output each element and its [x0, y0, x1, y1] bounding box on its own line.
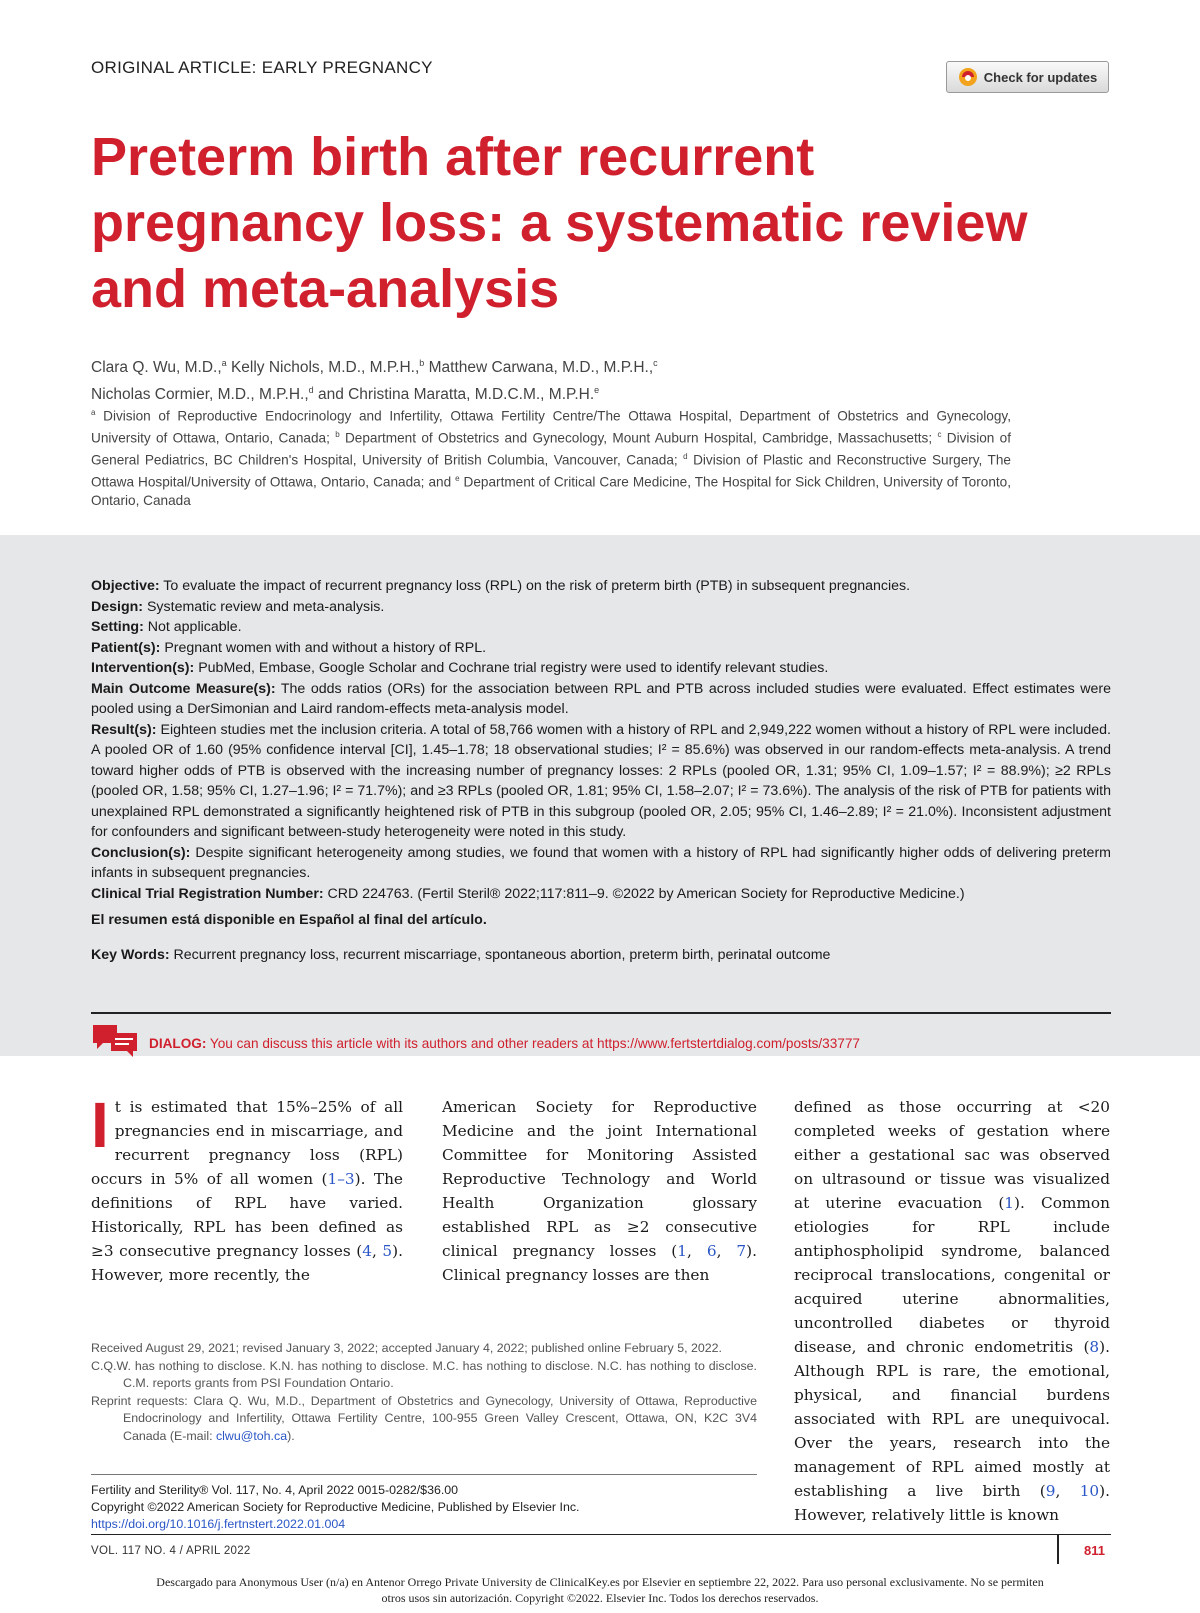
citation-link[interactable]: 9	[1045, 1482, 1056, 1500]
citation-link[interactable]: 8	[1089, 1338, 1100, 1356]
notes-divider	[91, 1474, 757, 1475]
abstract-result	[91, 720, 1111, 843]
body-text: American Society for Reproductive Medicine and the joint International Committee for Monitoring Assisted Reproductive Technology and World Health Organization glossary established RPL as ≥2 consecutive clinical pregnancy losses (	[442, 1098, 757, 1260]
dialog-text: You can discuss this article with its authors and other readers at https://www.fertstertdialog.com/posts/33777	[206, 1036, 860, 1051]
citation-link[interactable]: 1	[677, 1242, 687, 1260]
affiliation-marker: e	[455, 474, 460, 484]
affiliation-marker: d	[683, 452, 688, 462]
citation-link[interactable]: 4	[362, 1242, 372, 1260]
affiliation-marker: a	[221, 358, 227, 368]
section-label: ORIGINAL ARTICLE: EARLY PREGNANCY	[91, 58, 433, 77]
abstract-label: Patient(s):	[91, 639, 161, 656]
drop-cap: I	[91, 1089, 109, 1161]
abstract-trial-registration	[91, 884, 1111, 905]
footer-volume: VOL. 117 NO. 4 / APRIL 2022	[91, 1545, 251, 1557]
abstract-label: Setting:	[91, 619, 144, 635]
body-text: ,	[1055, 1482, 1080, 1500]
abstract-text: Despite significant heterogeneity among studies, we found that women with a history of RPL had significantly higher odds of delivering preterm infants in subsequent pregnancies.	[91, 844, 1111, 881]
journal-citation: Fertility and Sterility® Vol. 117, No. 4, April 2022 0015-0282/$36.00	[91, 1483, 459, 1497]
journal-info	[91, 1482, 757, 1533]
abstract-text: Not applicable.	[143, 619, 242, 635]
body-text: ). Although RPL is rare, the emotional, physical, and financial burdens associated with RPL are unequivocal. Over the years, research into the management of RPL aimed mostly at establishing a live birth (	[794, 1338, 1110, 1500]
abstract-label: Design:	[91, 598, 144, 615]
affiliation-marker: a	[91, 408, 96, 417]
abstract-label: Objective:	[91, 578, 160, 594]
keywords	[91, 945, 1111, 966]
citation-link[interactable]: 5	[382, 1242, 393, 1260]
author-name: Matthew Carwana, M.D., M.P.H.,	[424, 359, 654, 377]
abstract-text: PubMed, Embase, Google Scholar and Cochrane trial registry were used to identify relevant studies.	[194, 660, 829, 676]
body-text: ,	[687, 1242, 707, 1260]
reprint-text: Reprint requests: Clara Q. Wu, M.D., Department of Obstetrics and Gynecology, University of Ottawa, Reproductive Endocrinology and Infertility, Ottawa Fertility Centre, 100-955 Green Valley Crescent, Ottawa, ON, K2C 3V4 Canada (E-mail:	[91, 1393, 757, 1443]
affiliation-text: Division of Reproductive Endocrinology and Infertility, Ottawa Fertility Centre/The Ottawa Hospital, Department of Obstetrics and Gynecology, University of Ottawa, Ontario, Canada;	[91, 408, 1011, 446]
page-number: 811	[1084, 1543, 1105, 1558]
abstract-text: CRD 224763. (Fertil Steril® 2022;117:811–9. ©2022 by American Society for Reproductive Medicine.)	[323, 885, 965, 902]
body-text: ). Common etiologies for RPL include antiphospholipid syndrome, balanced reciprocal translocations, congenital or acquired uterine abnormalities, uncontrolled diabetes or thyroid disease, and chronic endometritis (	[794, 1194, 1110, 1356]
abstract-setting	[91, 617, 1111, 638]
footer-separator	[1057, 1534, 1059, 1564]
check-for-updates-button[interactable]	[946, 61, 1109, 93]
spanish-abstract-note: El resumen está disponible en Español al final del artículo.	[91, 912, 487, 928]
body-column-2	[442, 1095, 757, 1287]
abstract-label: Conclusion(s):	[91, 844, 191, 861]
abstract-label: Result(s):	[91, 721, 157, 738]
affiliation-marker: c	[937, 430, 942, 440]
abstract-patients	[91, 638, 1111, 659]
author-name: Kelly Nichols, M.D., M.P.H.,	[226, 359, 420, 377]
reprint-requests	[91, 1393, 757, 1446]
body-text: ,	[371, 1242, 383, 1260]
body-text: ). The definitions of RPL have varied. Historically, RPL has been defined as ≥3 consecutive pregnancy losses (	[91, 1170, 403, 1260]
body-text: ). However, relatively little is known	[794, 1482, 1110, 1524]
affiliations	[91, 404, 1011, 511]
abstract-objective	[91, 576, 1111, 597]
chat-bubbles-icon	[91, 1023, 139, 1064]
body-column-1	[91, 1089, 403, 1287]
download-notice: Descargado para Anonymous User (n/a) en Antenor Orrego Private University de ClinicalKey.es por Elsevier en septiembre 22, 2022. Para uso personal exclusivamente. No se permiten otros usos sin autorización. Copyright ©2022. Elsevier Inc. Todos los derechos reservados.	[156, 1575, 1044, 1605]
affiliation-text: Division of General Pediatrics, BC Children's Hospital, University of British Columbia, Vancouver, Canada;	[91, 430, 1012, 468]
affiliation-marker: c	[653, 358, 658, 368]
affiliation-marker: b	[335, 430, 340, 440]
abstract-label: Clinical Trial Registration Number:	[91, 885, 324, 902]
author-list	[91, 352, 1091, 406]
body-paragraph	[91, 1089, 403, 1287]
check-for-updates-label: Check for updates	[983, 69, 1098, 85]
received-dates: Received August 29, 2021; revised January 3, 2022; accepted January 4, 2022; published online February 5, 2022.	[91, 1341, 722, 1355]
affiliation-text: Department of Critical Care Medicine, The Hospital for Sick Children, University of Toronto, Ontario, Canada	[91, 474, 1011, 509]
body-paragraph	[794, 1095, 1110, 1527]
citation-link[interactable]: 10	[1079, 1482, 1100, 1500]
abstract-text: Pregnant women with and without a history of RPL.	[160, 639, 487, 656]
citation-link[interactable]: 1	[1004, 1194, 1015, 1212]
reprint-text: ).	[287, 1428, 295, 1443]
abstract-intervention	[91, 658, 1111, 679]
body-text: ). However, more recently, the	[91, 1242, 403, 1284]
abstract-text: The odds ratios (ORs) for the association between RPL and PTB across included studies were evaluated. Effect estimates were pooled using a DerSimonian and Laird random-effects meta-analysis model.	[91, 680, 1112, 717]
article-title: Preterm birth after recurrent pregnancy loss: a systematic review and meta-analysis	[91, 127, 1028, 319]
body-text: ,	[716, 1242, 737, 1260]
affiliation-marker: e	[594, 385, 600, 396]
body-text: t is estimated that 15%–25% of all pregnancies end in miscarriage, and recurrent pregnancy loss (RPL) occurs in 5% of all women (	[91, 1098, 403, 1188]
abstract-label: Intervention(s):	[91, 660, 195, 676]
affiliation-text: Department of Obstetrics and Gynecology, Mount Auburn Hospital, Cambridge, Massachusetts;	[339, 430, 938, 446]
abstract-outcome	[91, 679, 1111, 720]
citation-link[interactable]: 6	[706, 1242, 717, 1260]
abstract-text: Systematic review and meta-analysis.	[143, 598, 385, 615]
body-text: defined as those occurring at <20 completed weeks of gestation where either a gestational sac was observed on ultrasound or tissue was visualized at uterine evacuation (	[794, 1098, 1110, 1212]
dialog-link[interactable]	[149, 1036, 860, 1051]
author-name: Clara Q. Wu, M.D.,	[91, 359, 222, 377]
keywords-text: Recurrent pregnancy loss, recurrent miscarriage, spontaneous abortion, preterm birth, perinatal outcome	[169, 946, 831, 963]
keywords-label: Key Words:	[91, 946, 170, 963]
body-paragraph	[442, 1095, 757, 1287]
doi-link[interactable]: https://doi.org/10.1016/j.fertnstert.2022.01.004	[91, 1517, 346, 1531]
abstract	[91, 576, 1111, 965]
author-name: and Christina Maratta, M.D.C.M., M.P.H.	[313, 386, 595, 404]
author-name: Nicholas Cormier, M.D., M.P.H.,	[91, 386, 309, 404]
affiliation-marker: b	[419, 358, 425, 368]
disclosures: C.Q.W. has nothing to disclose. K.N. has nothing to disclose. M.C. has nothing to disclose. N.C. has nothing to disclose. C.M. reports grants from PSI Foundation Ontario.	[91, 1358, 757, 1390]
abstract-text: Eighteen studies met the inclusion criteria. A total of 58,766 women with a history of RPL and 2,949,222 women without a history of RPL were included. A pooled OR of 1.60 (95% confidence interval [CI], 1.45–1.78; 18 observational studies; I² = 85.6%) was observed in our random-effects meta-analysis. A trend toward higher odds of PTB is observed with the increasing number of pregnancy losses: 2 RPLs (pooled OR, 1.31; 95% CI, 1.09–1.57; I² = 88.9%); ≥2 RPLs (pooled OR, 1.58; 95% CI, 1.27–1.96; I² = 71.7%); and ≥3 RPLs (pooled OR, 1.81; 95% CI, 1.58–2.07; I² = 73.6%). The analysis of the risk of PTB for patients with unexplained RPL demonstrated a significantly heightened risk of PTB in this subgroup (pooled OR, 2.05; 95% CI, 1.46–2.89; I² = 21.0%). Inconsistent adjustment for confounders and significant between-study heterogeneity were noted in this study.	[91, 721, 1111, 840]
abstract-design	[91, 597, 1111, 618]
update-check-icon	[958, 67, 978, 87]
dialog-row	[91, 1023, 860, 1064]
body-text: ). Clinical pregnancy losses are then	[442, 1242, 757, 1284]
abstract-label: Main Outcome Measure(s):	[91, 680, 276, 697]
abstract-text: To evaluate the impact of recurrent pregnancy loss (RPL) on the risk of preterm birth (PTB) in subsequent pregnancies.	[159, 578, 911, 594]
affiliation-marker: d	[308, 385, 314, 396]
affiliation-text: Division of Plastic and Reconstructive Surgery, The Ottawa Hospital/University of Ottawa, Ontario, Canada; and	[91, 452, 1011, 490]
body-column-3	[794, 1095, 1110, 1527]
keywords-divider	[91, 1012, 1111, 1014]
footer-divider	[91, 1534, 1111, 1535]
copyright-line: Copyright ©2022 American Society for Reproductive Medicine, Published by Elsevier Inc.	[91, 1500, 580, 1514]
citation-link[interactable]: 7	[736, 1242, 747, 1260]
email-link[interactable]: clwu@toh.ca	[215, 1428, 288, 1443]
article-notes	[91, 1340, 757, 1445]
citation-link[interactable]: 1–3	[327, 1170, 355, 1188]
dialog-label: DIALOG:	[149, 1036, 207, 1051]
abstract-conclusion	[91, 843, 1111, 884]
